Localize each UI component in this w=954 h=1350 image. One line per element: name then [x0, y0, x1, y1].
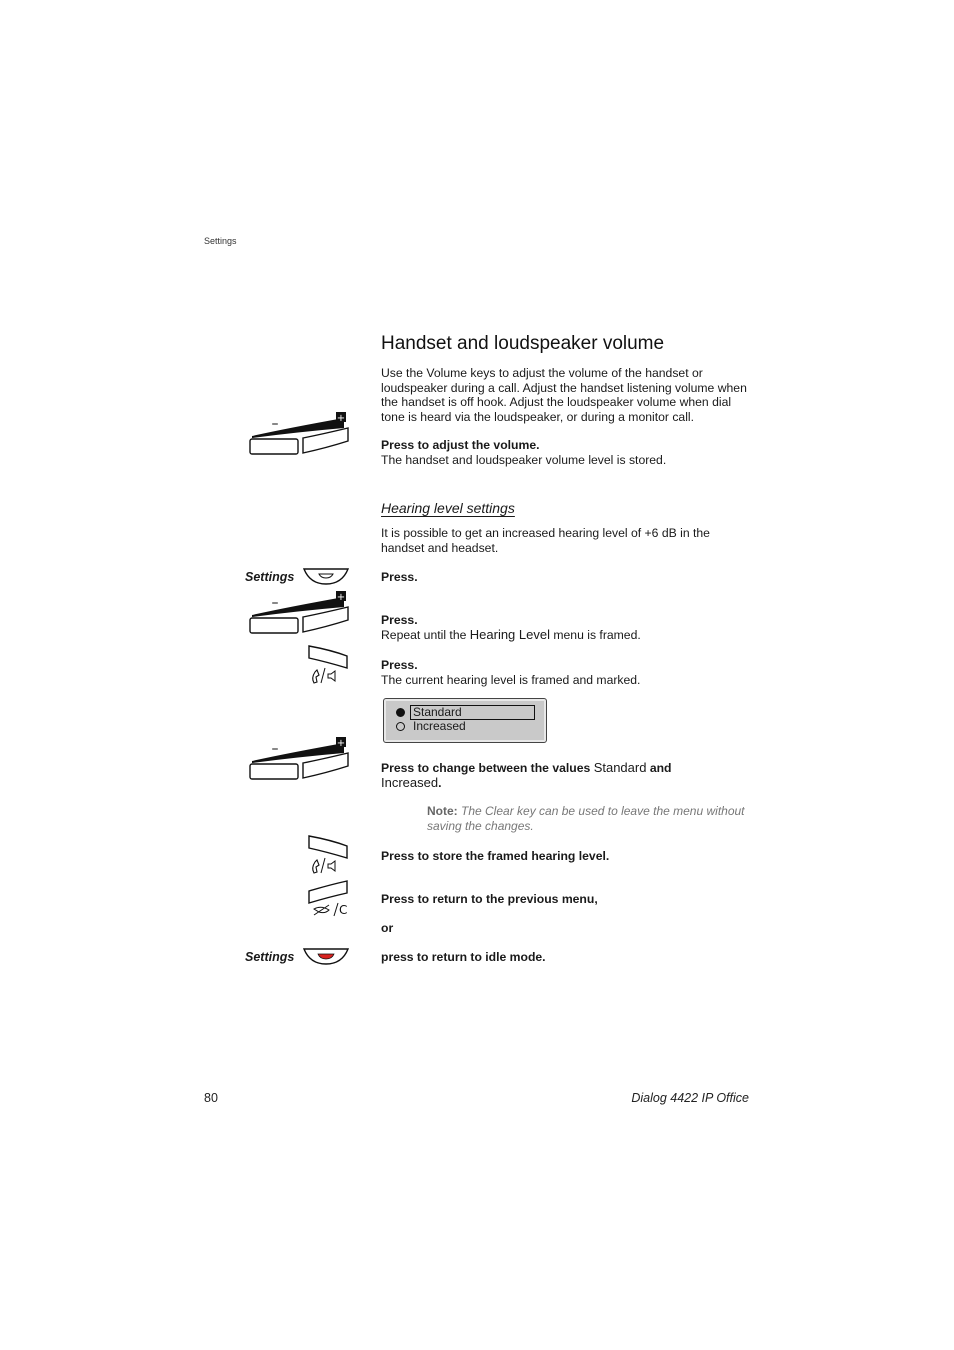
subheading-intro: It is possible to get an increased hearing level of +6 dB in the handset and headset. — [381, 526, 710, 555]
step6-instruction: Press to return to the previous menu, — [381, 892, 598, 906]
step-adjust — [381, 438, 751, 467]
step5-instruction: Press to store the framed hearing level. — [381, 849, 610, 863]
ok-key-icon — [305, 834, 351, 876]
radio-selected-icon — [396, 708, 405, 717]
clear-key-icon — [305, 879, 355, 919]
phone-display — [383, 698, 547, 743]
step2-instruction: Press. — [381, 613, 418, 627]
step-adjust-description: The handset and loudspeaker volume level is stored. — [381, 452, 667, 467]
plus-glyph: + — [336, 413, 346, 424]
value-increased: Increased — [381, 774, 439, 790]
step1-instruction: Press. — [381, 570, 418, 584]
step4-text-mid: and — [646, 761, 672, 775]
soft-key-label: Settings — [245, 950, 295, 964]
intro-paragraph: Use the Volume keys to adjust the volume of the handset or loudspeaker during a call. Adjust the handset listening volume when the handset is off hook. Adjust the loudspeaker volume when dial tone is heard via the loudspeaker, or during a monitor call. — [381, 366, 747, 424]
value-standard: Standard — [593, 760, 647, 775]
step3 — [381, 658, 751, 687]
step4-instruction — [381, 761, 751, 790]
step4-text-pre: Press to change between the values — [381, 761, 594, 775]
volume-keys-icon — [248, 410, 352, 460]
step2-text-post: menu is framed. — [549, 627, 641, 642]
note-text: The Clear key can be used to leave the menu without saving the changes. — [427, 804, 745, 833]
note-label: Note: — [427, 804, 458, 818]
soft-key-icon — [302, 567, 350, 587]
page-title: Handset and loudspeaker volume — [381, 333, 665, 354]
soft-key-red-icon — [302, 947, 350, 967]
step3-instruction: Press. — [381, 658, 418, 672]
soft-key-label: Settings — [245, 570, 295, 584]
volume-keys-icon — [248, 589, 352, 639]
step2-description — [381, 628, 751, 643]
ok-key-icon — [305, 644, 351, 686]
menu-name-hearing-level: Hearing Level — [469, 626, 550, 642]
subheading: Hearing level settings — [381, 500, 515, 516]
step2-text-pre: Repeat until the — [381, 627, 470, 642]
page-number: 80 — [204, 1091, 218, 1105]
step3-description: The current hearing level is framed and marked. — [381, 672, 641, 687]
step2 — [381, 613, 751, 642]
step-adjust-instruction: Press to adjust the volume. — [381, 438, 540, 452]
minus-glyph: – — [271, 741, 279, 757]
note — [427, 804, 757, 834]
running-header: Settings — [204, 236, 237, 246]
step7-instruction: press to return to idle mode. — [381, 950, 546, 964]
step4-text-post: . — [438, 775, 442, 790]
option-label-standard: Standard — [410, 705, 535, 720]
plus-glyph: + — [336, 738, 346, 749]
minus-glyph: – — [271, 595, 279, 611]
or-text: or — [381, 921, 394, 935]
minus-glyph: – — [271, 416, 279, 432]
radio-unselected-icon — [396, 722, 405, 731]
plus-glyph: + — [336, 592, 346, 603]
product-name: Dialog 4422 IP Office — [631, 1091, 749, 1105]
clear-glyph: C — [339, 903, 348, 917]
option-label-increased: Increased — [413, 719, 466, 733]
option-standard[interactable] — [396, 705, 535, 720]
option-increased[interactable] — [396, 720, 466, 733]
volume-keys-icon — [248, 735, 352, 785]
